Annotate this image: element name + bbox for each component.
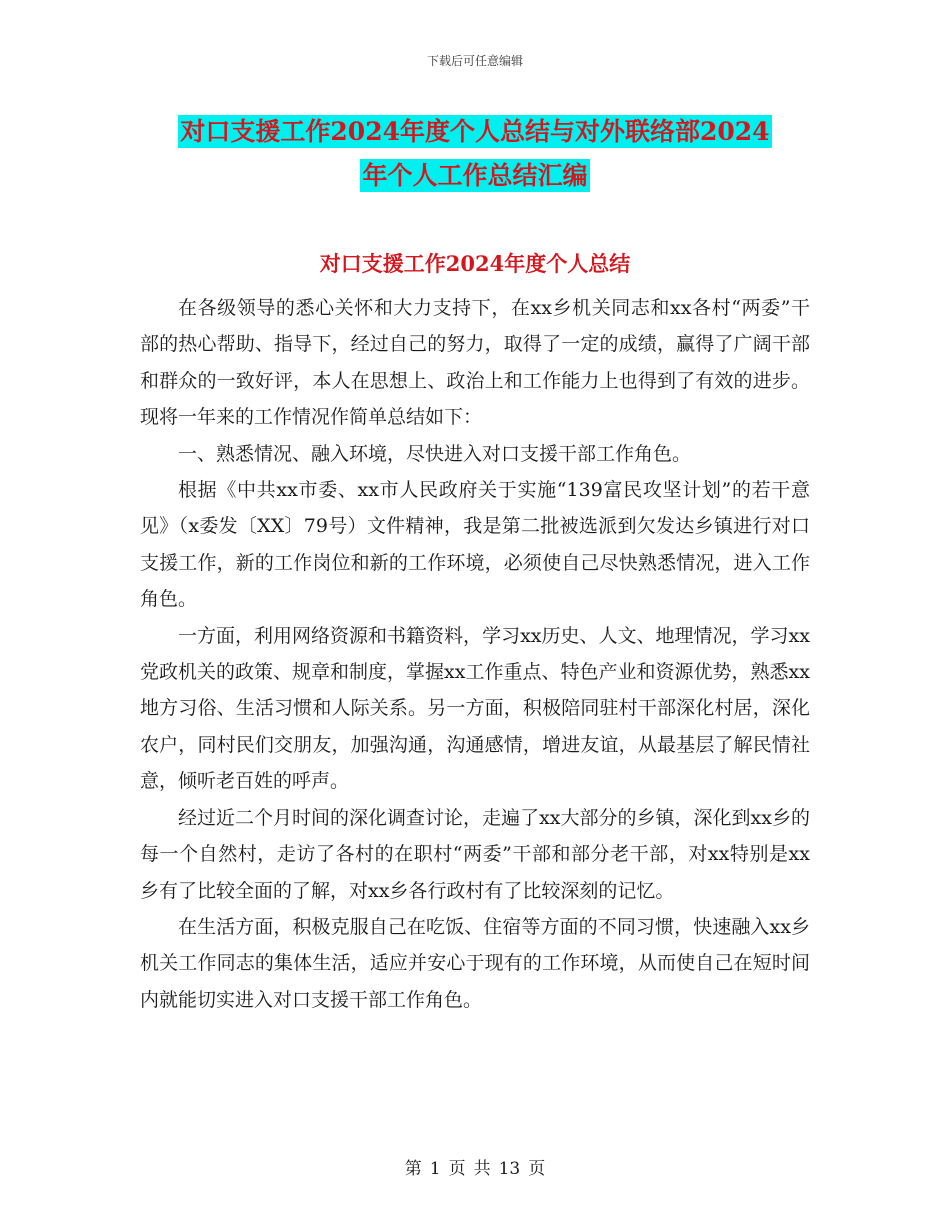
body-text bbox=[140, 290, 810, 1018]
main-title-line-1: 对口支援工作2024年度个人总结与对外联络部2024 bbox=[180, 117, 770, 146]
main-title-line-2: 年个人工作总结汇编 bbox=[362, 161, 588, 190]
page-number: 1 bbox=[429, 1159, 441, 1179]
footer-di: 第 bbox=[404, 1159, 422, 1179]
paragraph: 一、熟悉情况、融入环境，尽快进入对口支援干部工作角色。 bbox=[178, 442, 692, 465]
paragraph: 一方面，利用网络资源和书籍资料，学习xx历史、人文、地理情况，学习xx党政机关的政策、规章和制度，掌握xx工作重点、特色产业和资源优势，熟悉xx地方习俗、生活习惯和人际关系。另一方面，积极陪同驻村干部深化村居，深化农户，同村民们交朋友，加强沟通，沟通感情，增进友谊，从最基层了解民情社意，倾听老百姓的呼声。 bbox=[140, 624, 810, 793]
paragraph: 根据《中共xx市委、xx市人民政府关于实施“139富民攻坚计划”的若干意见》（x委发〔XX〕79号）文件精神，我是第二批被选派到欠发达乡镇进行对口支援工作，新的工作岗位和新的工作环境，必须使自己尽快熟悉情况，进入工作角色。 bbox=[140, 479, 810, 611]
footer-ye: 页 bbox=[448, 1159, 466, 1179]
section-title: 对口支援工作2024年度个人总结 bbox=[319, 251, 631, 276]
paragraph: 在生活方面，积极克服自己在吃饭、住宿等方面的不同习惯，快速融入xx乡机关工作同志的集体生活，适应并安心于现有的工作环境，从而使自己在短时间内就能切实进入对口支援干部工作角色。 bbox=[140, 915, 810, 1011]
footer-ye-2: 页 bbox=[528, 1159, 546, 1179]
main-title bbox=[0, 110, 950, 198]
paragraph: 经过近二个月时间的深化调查讨论，走遍了xx大部分的乡镇，深化到xx乡的每一个自然村，走访了各村的在职村“两委”干部和部分老干部，对xx特别是xx乡有了比较全面的了解，对xx乡各行政村有了比较深刻的记忆。 bbox=[140, 806, 810, 902]
paragraph: 在各级领导的悉心关怀和大力支持下，在xx乡机关同志和xx各村“两委”干部的热心帮助、指导下，经过自己的努力，取得了一定的成绩，赢得了广阔干部和群众的一致好评，本人在思想上、政治上和工作能力上也得到了有效的进步。现将一年来的工作情况作简单总结如下： bbox=[140, 297, 810, 429]
page-footer bbox=[0, 1154, 950, 1179]
header-note: 下载后可任意编辑 bbox=[426, 54, 523, 68]
footer-gong: 共 bbox=[473, 1159, 491, 1179]
page-total: 13 bbox=[498, 1159, 521, 1179]
